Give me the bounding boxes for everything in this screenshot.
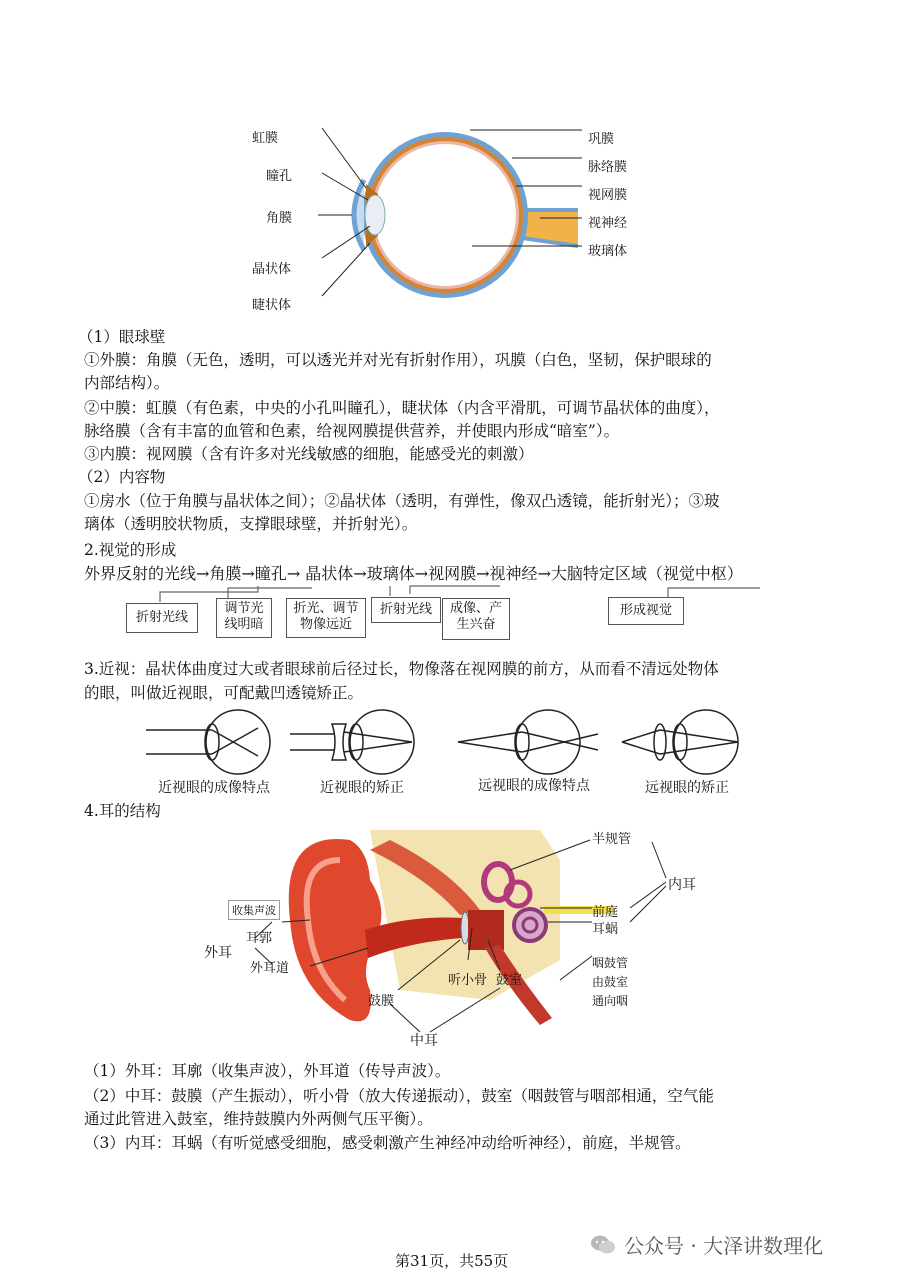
page-number: 第31页，共55页 bbox=[395, 1252, 509, 1270]
contents-line-1: ①房水（位于角膜与晶状体之间）；②晶状体（透明，有弹性，像双凸透镜，能折射光）；③玻 bbox=[84, 492, 720, 510]
vision-heading: 2.视觉的形成 bbox=[84, 541, 177, 559]
eye-label-retina: 视网膜 bbox=[588, 188, 628, 203]
ear-heading: 4.耳的结构 bbox=[84, 802, 161, 820]
caption-myopia-imaging: 近视眼的成像特点 bbox=[158, 780, 270, 796]
wechat-icon bbox=[590, 1234, 616, 1256]
eye-wall-outer-1: ①外膜：角膜（无色，透明，可以透光并对光有折射作用），巩膜（白色，坚韧，保护眼球的 bbox=[84, 351, 712, 369]
ear-label-eardrum: 鼓膜 bbox=[368, 994, 395, 1009]
vision-box-refract-2: 折射光线 bbox=[371, 597, 441, 623]
ear-label-ossicles: 听小骨 bbox=[448, 973, 488, 988]
eye-label-ciliary: 睫状体 bbox=[252, 298, 292, 313]
ear-label-semicircular: 半规管 bbox=[592, 832, 632, 847]
eye-label-pupil: 瞳孔 bbox=[266, 169, 293, 184]
ear-label-tympanic-cavity: 鼓室 bbox=[496, 973, 523, 988]
eye-wall-heading: （1）眼球壁 bbox=[78, 328, 166, 346]
contents-line-2: 璃体（透明胶状物质，支撑眼球壁，并折射光）。 bbox=[84, 515, 418, 533]
vision-flow: 外界反射的光线→角膜→瞳孔→ 晶状体→玻璃体→视网膜→视神经→大脑特定区域（视觉中枢） bbox=[84, 564, 743, 583]
eye-wall-inner: ③内膜：视网膜（含有许多对光线敏感的细胞，能感受光的刺激） bbox=[84, 445, 534, 463]
ear-diagram bbox=[200, 820, 720, 1050]
eye-label-cornea: 角膜 bbox=[266, 211, 293, 226]
eye-wall-outer-2: 内部结构）。 bbox=[84, 374, 170, 392]
eye-label-optic-nerve: 视神经 bbox=[588, 216, 628, 231]
ear-middle-1: （2）中耳：鼓膜（产生振动），听小骨（放大传递振动），鼓室（咽鼓管与咽部相通，空气能 bbox=[84, 1087, 714, 1105]
vision-box-adjust-light: 调节光线明暗 bbox=[216, 598, 272, 638]
caption-myopia-correction: 近视眼的矫正 bbox=[320, 780, 404, 796]
ear-label-cochlea: 耳蜗 bbox=[592, 922, 619, 937]
vision-box-vision: 形成视觉 bbox=[608, 597, 684, 625]
watermark bbox=[590, 1230, 823, 1259]
eye-label-sclera: 巩膜 bbox=[588, 132, 615, 147]
ear-inner: （3）内耳：耳蜗（有听觉感受细胞，感受刺激产生神经冲动给听神经），前庭，半规管。 bbox=[84, 1134, 691, 1152]
watermark-text: 公众号 · 大泽讲数理化 bbox=[624, 1234, 824, 1258]
ear-middle-2: 通过此管进入鼓室，维持鼓膜内外两侧气压平衡）。 bbox=[84, 1110, 433, 1128]
ear-label-vestibule: 前庭 bbox=[592, 905, 619, 920]
vision-box-refract-1: 折射光线 bbox=[126, 603, 198, 633]
ear-label-inner-ear: 内耳 bbox=[668, 877, 696, 893]
ear-label-middle-ear: 中耳 bbox=[410, 1033, 438, 1049]
ear-label-outer-ear: 外耳 bbox=[204, 945, 232, 961]
ear-outer: （1）外耳：耳廓（收集声波），外耳道（传导声波）。 bbox=[84, 1062, 451, 1080]
eye-label-vitreous: 玻璃体 bbox=[588, 244, 628, 259]
eye-label-lens: 晶状体 bbox=[252, 262, 292, 277]
caption-hyperopia-correction: 远视眼的矫正 bbox=[645, 780, 729, 796]
vision-box-image: 成像、产生兴奋 bbox=[442, 598, 510, 640]
eye-wall-middle-1: ②中膜：虹膜（有色素，中央的小孔叫瞳孔），睫状体（内含平滑肌，可调节晶状体的曲度）， bbox=[84, 399, 720, 417]
ear-label-collect: 收集声波 bbox=[228, 900, 280, 920]
myopia-line-2: 的眼，叫做近视眼，可配戴凹透镜矫正。 bbox=[84, 684, 364, 702]
lens-diagrams bbox=[140, 706, 750, 778]
caption-hyperopia-imaging: 远视眼的成像特点 bbox=[478, 778, 590, 794]
ear-label-eustachian: 咽鼓管由鼓室通向咽 bbox=[592, 956, 629, 1008]
eye-wall-middle-2: 脉络膜（含有丰富的血管和色素，给视网膜提供营养，并使眼内形成“暗室”）。 bbox=[84, 422, 620, 440]
myopia-line-1: 3.近视：晶状体曲度过大或者眼球前后径过长，物像落在视网膜的前方，从而看不清远处物体 bbox=[84, 660, 719, 678]
eye-label-choroid: 脉络膜 bbox=[588, 160, 628, 175]
ear-illustration bbox=[200, 820, 720, 1050]
contents-heading: （2）内容物 bbox=[78, 468, 166, 486]
vision-box-focus: 折光、调节物像远近 bbox=[286, 598, 366, 638]
eye-label-iris: 虹膜 bbox=[252, 131, 279, 146]
ear-label-canal: 外耳道 bbox=[250, 961, 290, 976]
ear-label-pinna: 耳郭 bbox=[246, 931, 273, 946]
